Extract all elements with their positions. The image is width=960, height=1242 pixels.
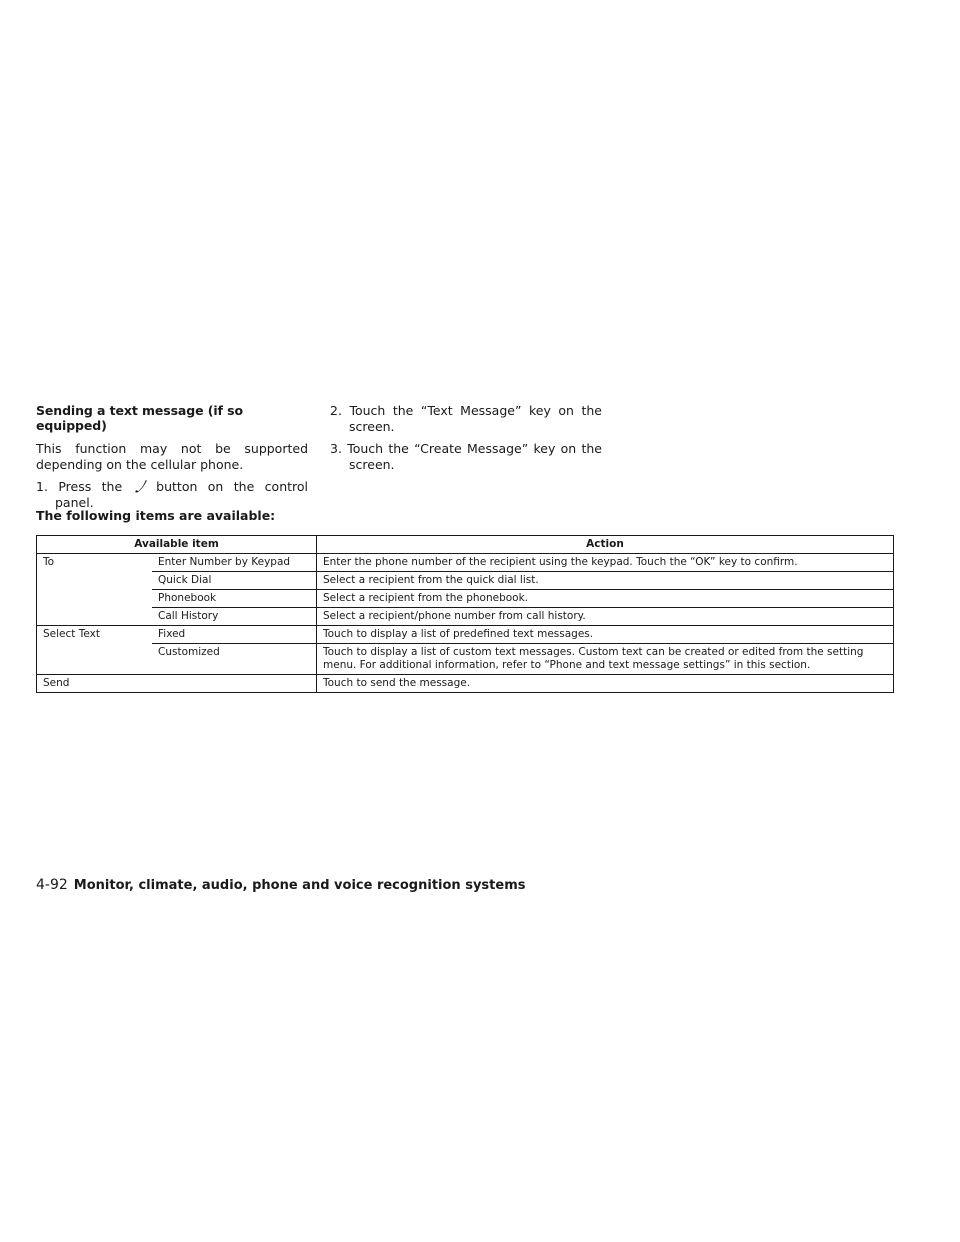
item-cell	[37, 608, 153, 626]
table-row	[37, 590, 894, 608]
item-cell	[37, 572, 153, 590]
action-cell: Select a recipient/phone number from call history.	[317, 608, 894, 626]
step-1	[36, 479, 308, 511]
item-cell: To	[43, 556, 55, 568]
item-cell	[37, 590, 153, 608]
action-cell: Select a recipient from the phonebook.	[317, 590, 894, 608]
action-cell: Select a recipient from the quick dial list.	[317, 572, 894, 590]
action-cell: Touch to display a list of predefined text messages.	[317, 626, 894, 644]
section-title: Sending a text message (if so equipped)	[36, 403, 243, 433]
table-row	[37, 675, 894, 693]
step-1-prefix: 1. Press the	[36, 479, 123, 494]
sub-item-cell: Fixed	[152, 626, 317, 644]
table-header-row	[37, 536, 894, 554]
table-row	[37, 554, 894, 572]
step-3: 3. Touch the “Create Message” key on the screen.	[330, 441, 602, 472]
item-cell: Select Text	[43, 628, 100, 640]
page-footer	[36, 877, 525, 893]
intro-paragraph: This function may not be supported depending on the cellular phone.	[36, 441, 308, 472]
available-items-table	[36, 535, 894, 693]
step-2: 2. Touch the “Text Message” key on the screen.	[330, 403, 602, 434]
item-cell: Send	[43, 677, 70, 689]
sub-item-cell: Phonebook	[152, 590, 317, 608]
sub-item-cell: Enter Number by Keypad	[152, 554, 317, 572]
sub-item-cell: Quick Dial	[152, 572, 317, 590]
left-column	[36, 403, 308, 517]
table-row	[37, 644, 894, 675]
sub-item-cell: Call History	[152, 608, 317, 626]
item-cell	[37, 644, 153, 675]
step-1-suffix: button on the control panel.	[55, 479, 309, 510]
sub-item-cell: Customized	[152, 644, 317, 675]
table-row	[37, 608, 894, 626]
action-cell: Enter the phone number of the recipient using the keypad. Touch the “OK” key to confirm.	[317, 554, 894, 572]
action-cell: Touch to display a list of custom text messages. Custom text can be created or edited from the setting menu. For additional information, refer to “Phone and text message settings” in this section.	[317, 644, 894, 675]
header-available-item: Available item	[37, 536, 317, 554]
action-cell: Touch to send the message.	[317, 675, 894, 693]
table-heading: The following items are available:	[36, 508, 276, 523]
phone-icon	[134, 479, 148, 493]
page-number: 4-92	[36, 877, 68, 893]
footer-title: Monitor, climate, audio, phone and voice recognition systems	[73, 878, 526, 893]
table-row	[37, 572, 894, 590]
right-column	[330, 403, 602, 479]
header-action: Action	[317, 536, 894, 554]
table-row	[37, 626, 894, 644]
